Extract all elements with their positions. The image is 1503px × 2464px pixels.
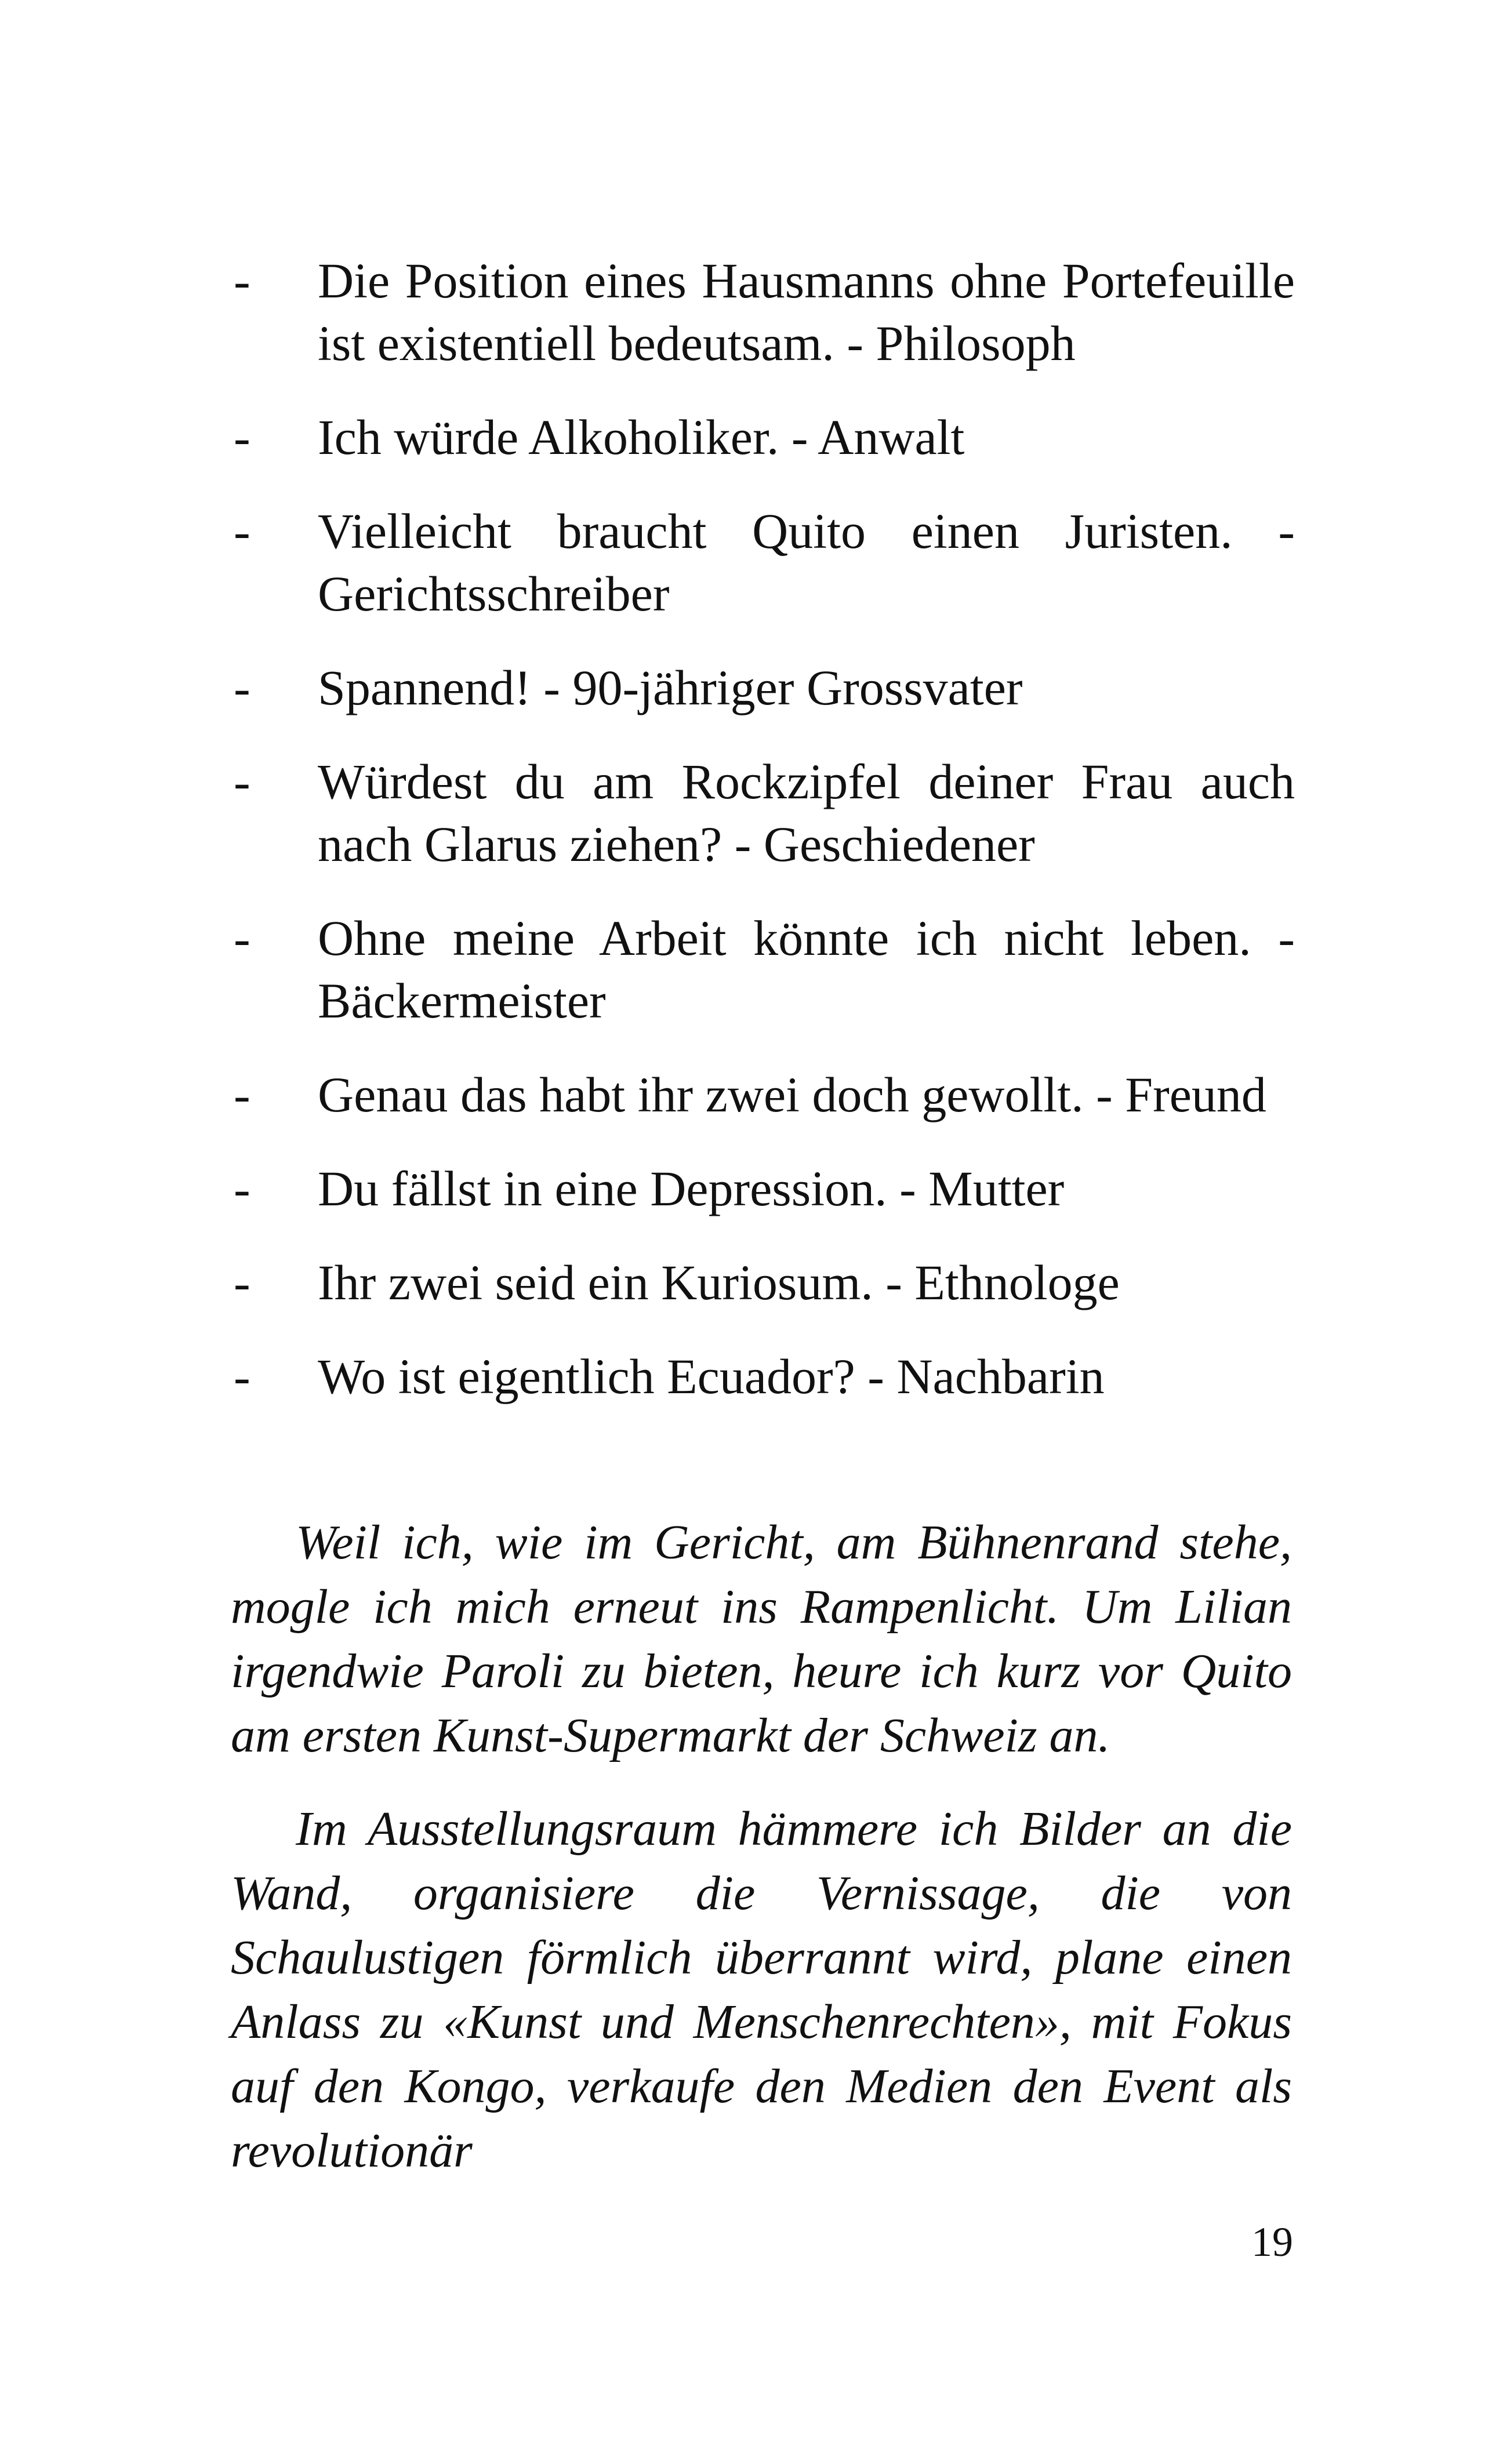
list-item-text: Ohne meine Arbeit könnte ich nicht leben. - Bäckermeister [318, 910, 1295, 1029]
dash-bullet: - [234, 1349, 251, 1404]
list-item [228, 1063, 1295, 1126]
list-item [228, 1157, 1295, 1220]
list-item [228, 1345, 1295, 1408]
page-number: 19 [1251, 2219, 1293, 2265]
dash-bullet: - [234, 754, 251, 809]
dash-bullet: - [234, 1161, 251, 1216]
list-item [228, 1251, 1295, 1314]
dash-bullet: - [234, 660, 251, 715]
dash-bullet: - [234, 503, 251, 559]
dash-bullet: - [234, 409, 251, 465]
list-item-text: Du fällst in eine Depression. - Mutter [318, 1161, 1065, 1216]
narrative-text [231, 1510, 1292, 2212]
dash-bullet: - [234, 1255, 251, 1310]
list-item [228, 656, 1295, 719]
list-item-text: Ich würde Alkoholiker. - Anwalt [318, 409, 965, 465]
list-item [228, 907, 1295, 1032]
dash-bullet: - [234, 910, 251, 966]
dash-bullet: - [234, 1067, 251, 1122]
list-item [228, 750, 1295, 875]
list-item-text: Ihr zwei seid ein Kuriosum. - Ethnologe [318, 1255, 1120, 1310]
list-item [228, 249, 1295, 375]
list-item-text: Wo ist eigentlich Ecuador? - Nachbarin [318, 1349, 1105, 1404]
list-item [228, 406, 1295, 468]
list-item [228, 500, 1295, 625]
list-item-text: Genau das habt ihr zwei doch gewollt. - Freund [318, 1067, 1266, 1122]
paragraph: Im Ausstellungsraum hämmere ich Bilder an die Wand, organisiere die Vernissage, die von Schaulustigen förmlich überrannt wird, plane einen Anlass zu «Kunst und Menschenrechten», mit Fokus auf den Kongo, verkaufe den Medien den Event als revolutionär [231, 1802, 1292, 2178]
list-item-text: Würdest du am Rockzipfel deiner Frau auch nach Glarus ziehen? - Geschiedener [318, 754, 1295, 872]
list-item-text: Spannend! - 90-jähriger Grossvater [318, 660, 1023, 715]
paragraph: Weil ich, wie im Gericht, am Bühnenrand stehe, mogle ich mich erneut ins Rampenlicht. Um Lilian irgendwie Paroli zu bieten, heure ich kurz vor Quito am ersten Kunst-Supermarkt der Schweiz an. [231, 1516, 1292, 1762]
list-item-text: Vielleicht braucht Quito einen Juristen. - Gerichtsschreiber [318, 503, 1295, 622]
list-item-text: Die Position eines Hausmanns ohne Portefeuille ist existentiell bedeutsam. - Philosoph [318, 253, 1295, 371]
dash-bullet: - [234, 253, 251, 308]
quote-list [228, 249, 1295, 1439]
